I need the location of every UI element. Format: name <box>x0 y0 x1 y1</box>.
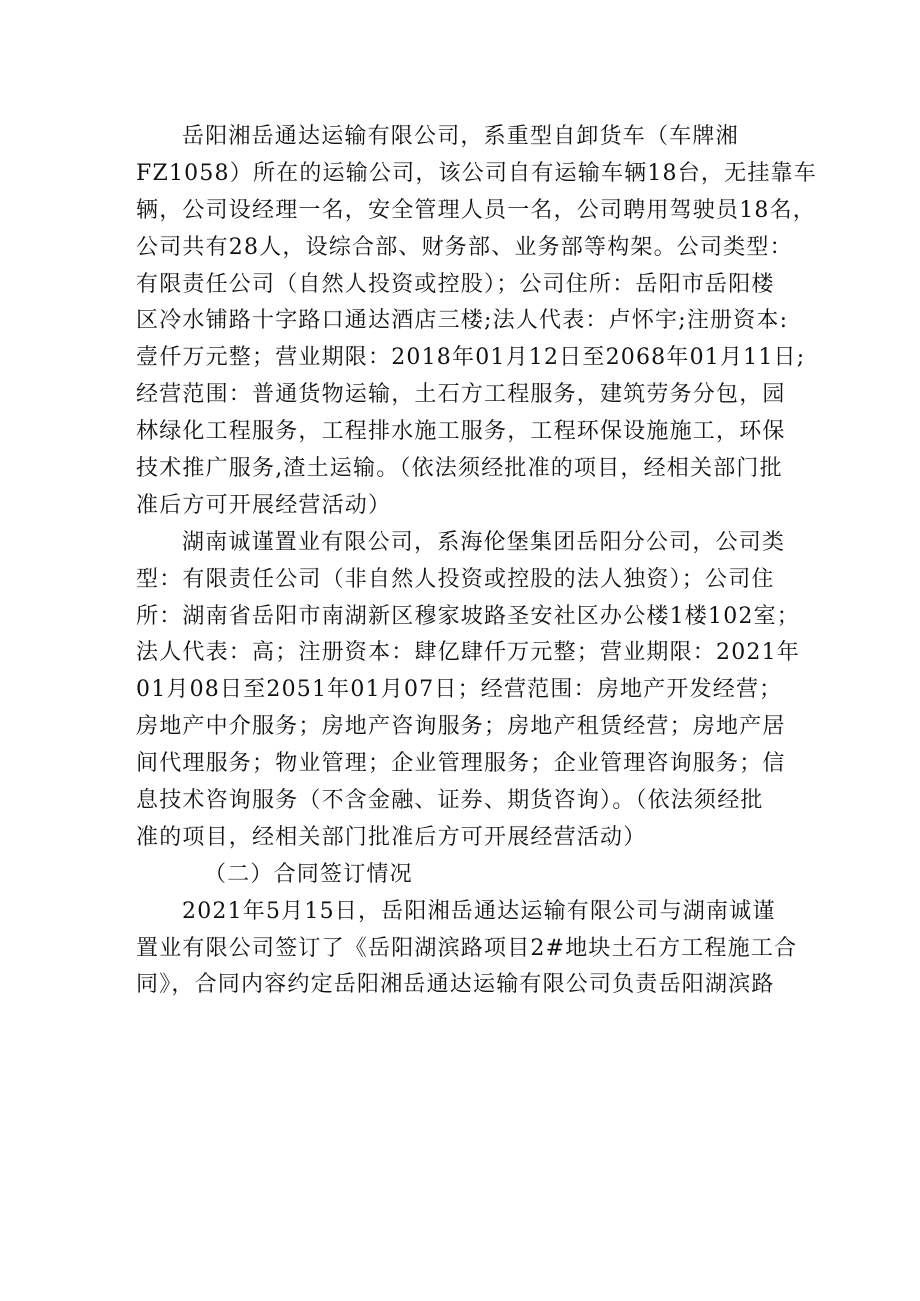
text-line: 间代理服务；物业管理；企业管理服务；企业管理咨询服务；信 <box>136 751 786 777</box>
text-line: 技术推广服务,渣土运输。（依法须经批准的项目，经相关部门批 <box>136 456 783 482</box>
section-heading: （二）合同签订情况 <box>204 861 413 887</box>
text-line: FZ1058）所在的运输公司，该公司自有运输车辆18台，无挂靠车 <box>136 160 817 186</box>
text-line: 区冷水铺路十字路口通达酒店三楼;法人代表：卢怀宇;注册资本: <box>136 308 789 334</box>
paragraph-contract <box>136 894 796 1005</box>
text-line: 湖南诚谨置业有限公司，系海伦堡集团岳阳分公司，公司类 <box>182 529 786 555</box>
text-line: 房地产中介服务；房地产咨询服务；房地产租赁经营；房地产居 <box>136 714 786 740</box>
text-line: 林绿化工程服务，工程排水施工服务，工程环保设施施工，环保 <box>136 419 786 445</box>
text-line: 息技术咨询服务（不含金融、证券、期货咨询）。（依法须经批 <box>136 788 764 814</box>
text-line: 2021年5月15日，岳阳湘岳通达运输有限公司与湖南诚谨 <box>182 898 776 924</box>
section-heading-contract <box>136 857 796 894</box>
text-line: 壹仟万元整；营业期限：2018年01月12日至2068年01月11日; <box>136 345 806 371</box>
text-line: 同》，合同内容约定岳阳湘岳通达运输有限公司负责岳阳湖滨路 <box>136 972 775 998</box>
text-line: 岳阳湘岳通达运输有限公司，系重型自卸货车（车牌湘 <box>182 124 739 149</box>
text-line: 01月08日至2051年01月07日；经营范围：房地产开发经营； <box>136 677 783 703</box>
paragraph-company-chengjin <box>136 525 800 857</box>
text-line: 公司共有28人，设综合部、财务部、业务部等构架。公司类型： <box>136 234 793 260</box>
text-line: 所：湖南省岳阳市南湖新区穆家坡路圣安社区办公楼1楼102室； <box>136 603 800 629</box>
paragraph-company-tongda <box>136 119 817 525</box>
document-body <box>136 119 817 1004</box>
text-line: 经营范围：普通货物运输，土石方工程服务，建筑劳务分包，园 <box>136 382 786 408</box>
text-line: 法人代表：高；注册资本：肆亿肆仟万元整；营业期限：2021年 <box>136 640 800 666</box>
text-line: 准的项目，经相关部门批准后方可开展经营活动） <box>136 824 647 850</box>
text-line: 有限责任公司（自然人投资或控股）；公司住所：岳阳市岳阳楼 <box>136 271 775 297</box>
text-line: 辆，公司设经理一名，安全管理人员一名，公司聘用驾驶员18名， <box>136 197 816 223</box>
text-line: 准后方可开展经营活动） <box>136 492 392 518</box>
text-line: 型：有限责任公司（非自然人投资或控股的法人独资）；公司住 <box>136 566 775 592</box>
text-line: 置业有限公司签订了《岳阳湖滨路项目2#地块土石方工程施工合 <box>136 935 798 961</box>
